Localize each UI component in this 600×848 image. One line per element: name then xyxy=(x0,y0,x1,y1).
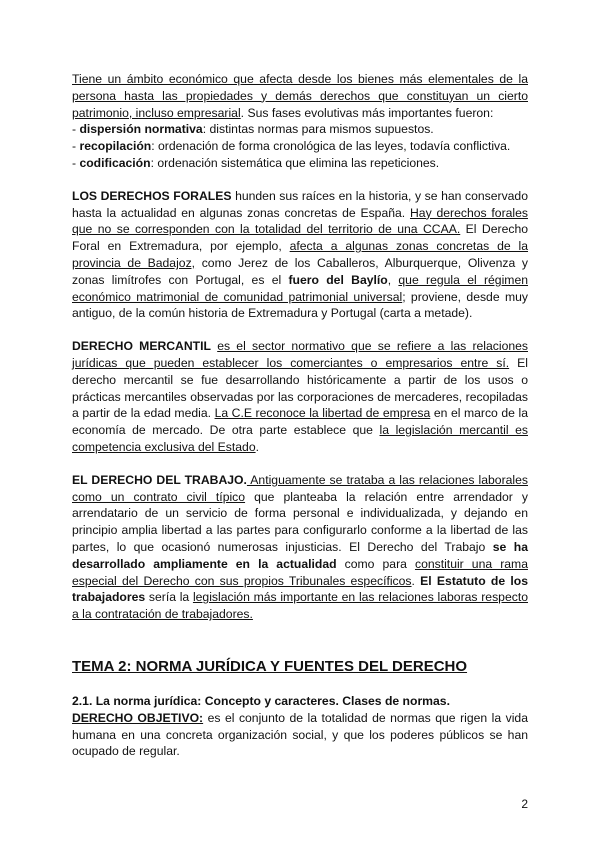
mercantil-paragraph: DERECHO MERCANTIL es el sector normativo que se refiere a las relaciones jurídicas que pueden establecer los comerciantes o empresarios entre sí. El derecho mercantil se fue desarrollando históricamente a partir de los usos o prácticas mercantiles observadas por las corporaciones de mercaderes, recopiladas a partir de la edad media. La C.E reconoce la libertad de empresa en el marco de la economía de mercado. De otra parte establece que la legislación mercantil es competencia exclusiva del Estado. xyxy=(72,339,528,454)
list-item: - dispersión normativa: distintas normas para mismos supuestos. xyxy=(72,122,434,137)
derecho-objetivo-paragraph: DERECHO OBJETIVO: es el conjunto de la totalidad de normas que rigen la vida humana en una concreta organización social, y que los poderes públicos se han ocupado de regular. xyxy=(72,710,528,759)
intro-underlined: Tiene un ámbito económico que afecta desde los bienes más elementales de la persona hasta las propiedades y demás derechos que constituyan un cierto patrimonio, incluso empresarial xyxy=(72,72,528,120)
list-term: codificación xyxy=(79,155,151,170)
forales-paragraph: LOS DERECHOS FORALES hunden sus raíces en la historia, y se han conservado hasta la actualidad en algunas zonas concretas de España. Hay derechos forales que no se corresponden con la totalidad del territorio de una CCAA. El Derecho Foral en Extremadura, por ejemplo, afecta a algunas zonas concretas de la provincia de Badajoz, como Jerez de los Caballeros, Alburquerque, Olivenza y zonas limítrofes con Portugal, es el fuero del Baylío, que regula el régimen económico matrimonial de comunidad patrimonial universal; proviene, desde muy antiguo, de la común historia de Extremadura y Portugal (carta a metade). xyxy=(72,188,529,321)
intro-text: . Sus fases evolutivas más importantes fueron: xyxy=(240,105,494,120)
term-derecho-objetivo: DERECHO OBJETIVO: xyxy=(72,710,204,725)
document-body xyxy=(72,71,528,760)
list-item: - codificación: ordenación sistemática que elimina las repeticiones. xyxy=(72,155,440,170)
intro-paragraph xyxy=(72,71,528,121)
section-heading: 2.1. La norma jurídica: Concepto y caracteres. Clases de normas. xyxy=(72,693,450,708)
list-item: - recopilación: ordenación de forma cronológica de las leyes, todavía conflictiva. xyxy=(72,139,511,154)
list-term: dispersión normativa xyxy=(79,122,203,137)
tema-heading: TEMA 2: NORMA JURÍDICA Y FUENTES DEL DERECHO xyxy=(72,657,468,675)
page-number: 2 xyxy=(521,797,528,811)
trabajo-paragraph: EL DERECHO DEL TRABAJO. Antiguamente se trataba a las relaciones laborales como un contrato civil típico que planteaba la relación entre arrendador y arrendatario de un servicio de forma personal e individualizada, y dejando en principio amplia libertad a las partes para configurarlo conforme a la libertad de las partes, lo que ocasionó numerosas injusticias. El Derecho del Trabajo se ha desarrollado ampliamente en la actualidad como para constituir una rama especial del Derecho con sus propios Tribunales específicos. El Estatuto de los trabajadores sería la legislación más importante en las relaciones laboras respecto a la contratación de trabajadores. xyxy=(72,472,528,622)
list-term: recopilación xyxy=(79,139,152,154)
